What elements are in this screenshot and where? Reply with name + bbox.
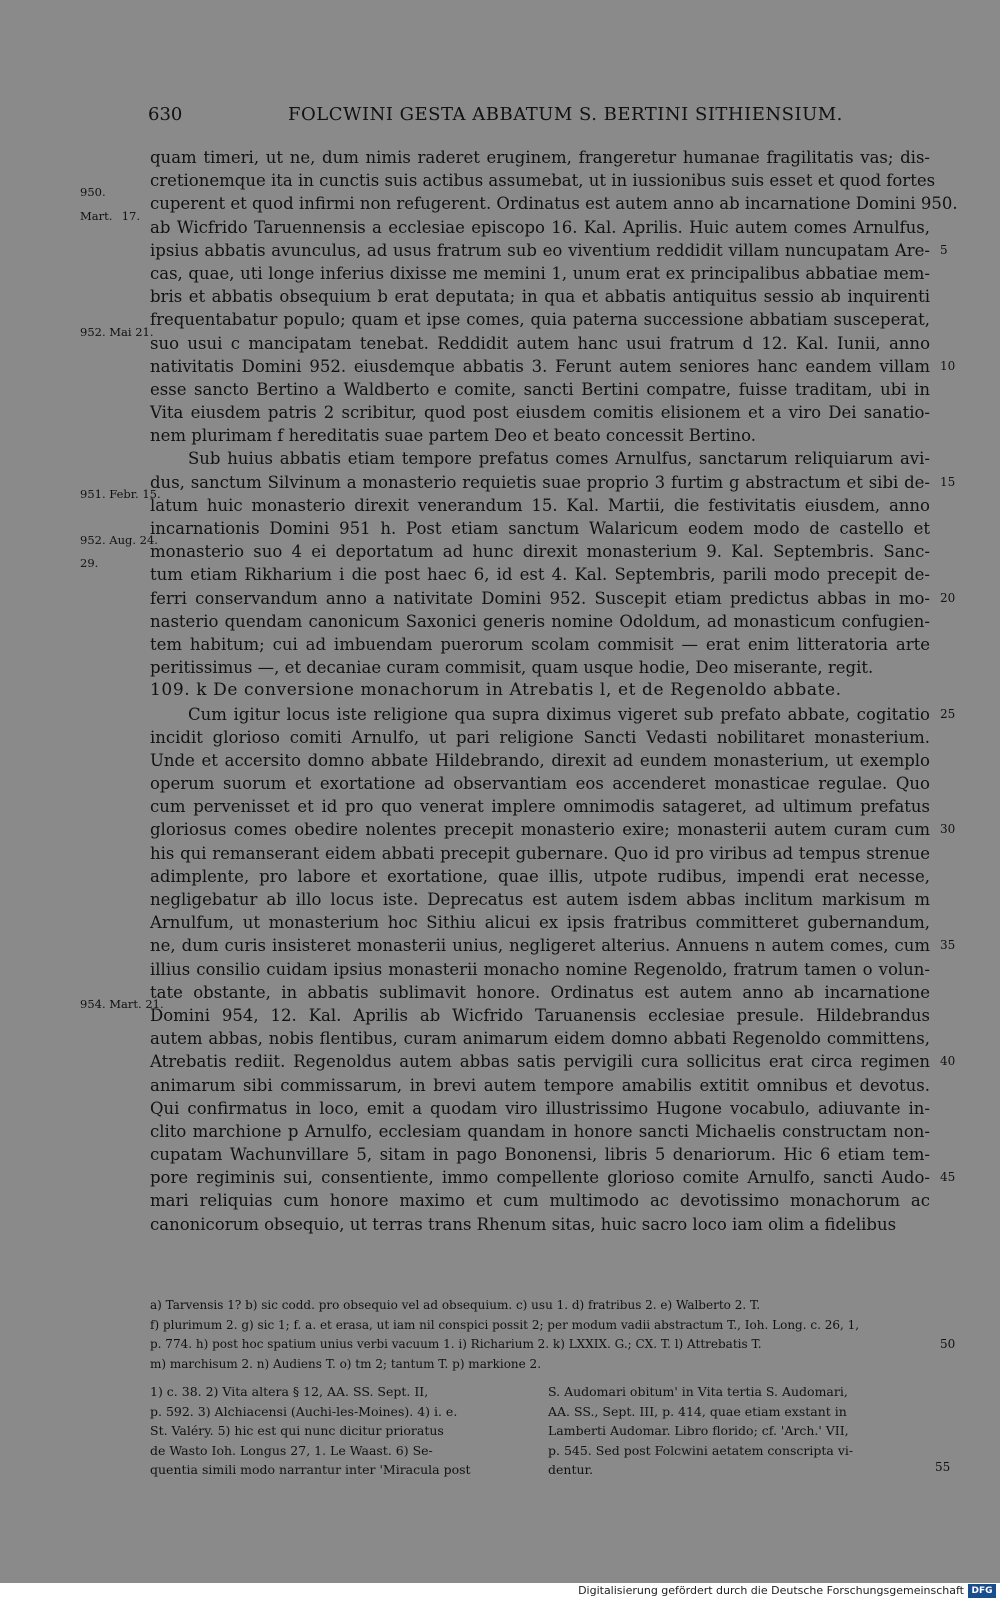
text-line bbox=[150, 888, 930, 911]
line-text: tum etiam Rikharium i die post haec 6, id est 4. Kal. Septembris, parili modo precepit de- bbox=[150, 565, 930, 585]
line-text: bris et abbatis obsequium b erat deputata; in qua et abbatis antiquitus sessio ab inquirenti bbox=[150, 287, 930, 307]
margin-date-note: 950. bbox=[80, 185, 106, 200]
note-line: Lamberti Audomar. Libro florido; cf. 'Arch.' VII, bbox=[548, 1423, 849, 1438]
digitization-bar bbox=[0, 1583, 1000, 1600]
line-text: adimplente, pro labore et exortatione, quae illis, utpote rudibus, impendi erat necesse, bbox=[150, 866, 930, 886]
line-text: animarum sibi commissarum, in brevi autem tempore amabilis extitit omnibus et devotus. bbox=[150, 1075, 930, 1095]
text-line bbox=[80, 556, 930, 586]
line-text: Unde et accersito domno abbate Hildebrando, direxit ad eundem monasterium, ut exemplo bbox=[150, 750, 930, 770]
line-text: incidit glorioso comiti Arnulfo, ut pari religione Sancti Vedasti nobilitaret monasterium. bbox=[150, 727, 930, 747]
text-line bbox=[150, 355, 956, 378]
apparatus-line bbox=[150, 1316, 930, 1336]
margin-date-note: Mart. 17. bbox=[80, 208, 140, 223]
text-line bbox=[150, 958, 930, 981]
line-text: Sub huius abbatis etiam tempore prefatus comes Arnulfus, sanctarum reliquiarum avi- bbox=[188, 449, 930, 469]
margin-date-note: 952. Mai 21. bbox=[80, 324, 154, 339]
note-line: AA. SS., Sept. III, p. 414, quae etiam exstant in bbox=[548, 1403, 847, 1419]
line-text: peritissimus —, et decaniae curam commisit, quam usque hodie, Deo miserante, regit. bbox=[150, 658, 874, 678]
note-line: dentur. bbox=[548, 1462, 594, 1477]
text-line bbox=[150, 401, 930, 424]
note-line: p. 545. Sed post Folcwini aetatem conscripta vi- bbox=[548, 1442, 854, 1458]
apparatus-line bbox=[150, 1355, 930, 1375]
text-line bbox=[150, 749, 930, 772]
apparatus-text: m) marchisum 2. n) Audiens T. o) tm 2; tantum T. p) markione 2. bbox=[150, 1356, 542, 1371]
text-line bbox=[150, 262, 930, 285]
note-line: de Wasto Ioh. Longus 27, 1. Le Waast. 6) Se- bbox=[150, 1442, 433, 1458]
apparatus-line bbox=[150, 1335, 956, 1355]
line-text: nativitatis Domini 952. eiusdemque abbatis 3. Ferunt autem seniores hanc eandem villam bbox=[150, 356, 930, 376]
text-line bbox=[150, 378, 930, 401]
apparatus-line bbox=[150, 1296, 930, 1316]
line-text: autem abbas, nobis flentibus, curam animarum eidem domno abbati Regenoldo committens, bbox=[150, 1029, 930, 1049]
margin-date-note: 952. Aug. 24. bbox=[80, 533, 158, 548]
line-number: 25 bbox=[940, 706, 956, 721]
line-text: Vita eiusdem patris 2 scribitur, quod post eiusdem comitis elisionem et a viro Dei sanatio- bbox=[150, 403, 930, 423]
notes-right-column bbox=[548, 1382, 923, 1480]
line-text: nasterio quendam canonicum Saxonici generis nomine Odoldum, ad monasticum confugien- bbox=[150, 611, 930, 631]
line-text: ne, dum curis insisteret monasterii unius, negligeret alterius. Annuens n autem comes, cum bbox=[150, 936, 930, 956]
note-line: quentia simili modo narrantur inter 'Miracula post bbox=[150, 1462, 471, 1477]
line-text: cas, quae, uti longe inferius dixisse me memini 1, unum erat ex principalibus abbatiae mem- bbox=[150, 263, 930, 283]
line-text: incarnationis Domini 951 h. Post etiam sanctum Walaricum eodem modo de castello et bbox=[150, 519, 930, 538]
line-text: esse sancto Bertino a Waldberto e comite, sancti Bertini compatre, fuisse traditam, ubi in bbox=[150, 379, 930, 399]
line-number: 35 bbox=[940, 938, 956, 953]
note-line: p. 592. 3) Alchiacensi (Auchi-les-Moines). 4) i. e. bbox=[150, 1403, 458, 1419]
line-text: 109. k De conversione monachorum in Atrebatis l, et de Regenoldo abbate. bbox=[150, 680, 842, 701]
margin-date-note: 954. Mart. 21. bbox=[80, 996, 164, 1011]
line-text: quam timeri, ut ne, dum nimis raderet eruginem, frangeretur humanae fragilitatis vas; dis- bbox=[150, 148, 930, 167]
line-text: tate obstante, in abbatis sublimavit honore. Ordinatus est autem anno ab incarnatione bbox=[150, 982, 930, 1002]
line-text: canonicorum obsequio, ut terras trans Rhenum sitas, huic sacro loco iam olim a fidelibus bbox=[150, 1214, 897, 1234]
main-text bbox=[80, 146, 958, 1236]
page-number: 630 bbox=[148, 104, 183, 125]
text-line bbox=[80, 533, 930, 563]
line-number: 40 bbox=[940, 1054, 956, 1069]
text-line bbox=[150, 1213, 930, 1236]
text-line bbox=[80, 996, 930, 1027]
text-line bbox=[150, 1074, 930, 1097]
chapter-heading bbox=[150, 679, 930, 702]
line-number: 10 bbox=[940, 358, 956, 373]
line-text: illius consilio cuidam ipsius monasterii monacho nomine Regenoldo, fratrum tamen o volun- bbox=[150, 959, 930, 979]
note-line: St. Valéry. 5) hic est qui nunc dicitur prioratus bbox=[150, 1423, 444, 1438]
line-text: mari reliquias cum honore maximo et cum multimodo ac devotissimo monachorum ac bbox=[150, 1191, 930, 1211]
text-line bbox=[150, 842, 930, 865]
text-line bbox=[150, 795, 930, 818]
text-line bbox=[150, 610, 930, 633]
text-line bbox=[150, 772, 930, 795]
text-line bbox=[150, 1143, 930, 1166]
running-head bbox=[148, 104, 928, 130]
text-line bbox=[150, 239, 948, 262]
note-line: S. Audomari obitum' in Vita tertia S. Audomari, bbox=[548, 1384, 848, 1399]
text-line bbox=[80, 486, 930, 517]
text-line bbox=[150, 1166, 956, 1189]
text-line bbox=[150, 285, 930, 308]
line-text: cupatam Wachunvillare 5, sitam in pago Bononensi, libris 5 denariorum. Hic 6 etiam tem- bbox=[150, 1145, 930, 1165]
line-number: 50 bbox=[940, 1337, 956, 1351]
text-line bbox=[150, 911, 930, 934]
margin-date-note: 29. bbox=[80, 556, 99, 571]
line-text: pore regiminis sui, consentiente, immo compellente glorioso comite Arnulfo, sancti Audo- bbox=[150, 1168, 930, 1188]
line-text: cum pervenisset et id pro quo venerat implere omnimodis satageret, ad ultimum prefatus bbox=[150, 797, 930, 817]
text-line bbox=[150, 517, 930, 540]
text-line bbox=[150, 1189, 930, 1212]
line-text: dus, sanctum Silvinum a monasterio requietis suae proprio 3 furtim g abstractum et sibi de- bbox=[150, 472, 930, 492]
text-line bbox=[150, 865, 930, 888]
line-text: cretionemque ita in cunctis suis actibus assumebat, ut in iussionibus suis esset et quod fortes bbox=[150, 171, 936, 191]
line-text: cuperent et quod infirmi non refugerent. Ordinatus est autem anno ab incarnatione Domini 950. bbox=[150, 194, 958, 214]
line-text: ipsius abbatis avunculus, ad usus fratrum sub eo viventium reddidit villam nuncupatam Are- bbox=[150, 240, 930, 260]
line-text: suo usui c mancipatam tenebat. Reddidit autem hanc usui fratrum d 12. Kal. Iunii, anno bbox=[150, 333, 930, 353]
line-text: Atrebatis rediit. Regenoldus autem abbas satis pervigili cura sollicitus erat circa regimen bbox=[150, 1052, 930, 1072]
line-text: gloriosus comes obedire nolentes precepit monasterio exire; monasterii autem curam cum bbox=[150, 820, 930, 840]
line-number: 20 bbox=[940, 590, 956, 605]
text-line bbox=[150, 169, 936, 192]
apparatus-text: p. 774. h) post hoc spatium unius verbi vacuum 1. i) Richarium 2. k) LXXIX. G.; CX. T. l) Attrebatis T. bbox=[150, 1337, 762, 1351]
margin-date-note: 951. Febr. 15. bbox=[80, 486, 161, 501]
text-line bbox=[150, 1027, 930, 1050]
line-text: ab Wicfrido Taruennensis a ecclesiae episcopo 16. Kal. Aprilis. Huic autem comes Arnulfus, bbox=[150, 217, 930, 237]
line-text: ferri conservandum anno a nativitate Domini 952. Suscepit etiam predictus abbas in mo- bbox=[150, 588, 930, 608]
line-text: Domini 954, 12. Kal. Aprilis ab Wicfrido Taruanensis ecclesiae presule. Hildebrandus bbox=[150, 1005, 930, 1025]
text-line bbox=[150, 633, 930, 656]
line-number: 30 bbox=[940, 822, 956, 837]
text-line bbox=[150, 703, 956, 726]
text-line bbox=[150, 146, 930, 169]
text-line bbox=[80, 185, 958, 215]
line-text: clito marchione p Arnulfo, ecclesiam quandam in honore sancti Michaelis constructam non- bbox=[150, 1121, 930, 1141]
line-text: tem habitum; cui ad imbuendam puerorum scolam commisit — erat enim litteratoria arte bbox=[150, 634, 930, 654]
funding-credit: Digitalisierung gefördert durch die Deutsche Forschungsgemeinschaft bbox=[578, 1584, 964, 1597]
text-line bbox=[150, 934, 956, 957]
apparatus-text: f) plurimum 2. g) sic 1; f. a. et erasa, ut iam nil conspici possit 2; per modum vadii abstractum T., Ioh. Long. c. 26, 1, bbox=[150, 1317, 860, 1332]
text-line bbox=[150, 981, 930, 1004]
text-line bbox=[150, 1120, 930, 1143]
text-line bbox=[150, 1097, 930, 1120]
text-line bbox=[150, 447, 930, 470]
line-text: Cum igitur locus iste religione qua supra diximus vigeret sub prefato abbate, cogitatio bbox=[188, 704, 930, 724]
text-line bbox=[150, 656, 930, 679]
line-text: operum suorum et exortatione ad observantiam eos accenderet monasticae regulae. Quo bbox=[150, 774, 930, 794]
running-title: FOLCWINI GESTA ABBATUM S. BERTINI SITHIENSIUM. bbox=[288, 104, 843, 125]
line-number: 45 bbox=[940, 1170, 956, 1185]
text-line bbox=[80, 324, 930, 355]
line-text: nem plurimam f hereditatis suae partem Deo et beato concessit Bertino. bbox=[150, 426, 757, 446]
dfg-logo: DFG bbox=[968, 1584, 996, 1598]
line-number: 15 bbox=[940, 474, 956, 489]
text-line bbox=[150, 1050, 956, 1073]
line-text: his qui remanserant eidem abbati precepit gubernare. Quo id pro viribus ad tempus strenue bbox=[150, 843, 930, 863]
line-number: 55 bbox=[935, 1460, 951, 1474]
line-text: negligebatur ab illo locus iste. Deprecatus est autem isdem abbas inclitum markisum m bbox=[150, 890, 930, 909]
text-line bbox=[150, 587, 956, 610]
text-line bbox=[150, 818, 956, 841]
critical-apparatus bbox=[150, 1296, 956, 1374]
text-line bbox=[150, 726, 930, 749]
text-line bbox=[150, 308, 930, 331]
text-line bbox=[80, 208, 930, 239]
line-number: 5 bbox=[940, 242, 948, 257]
line-text: latum huic monasterio direxit venerandum 15. Kal. Martii, die festivitatis eiusdem, anno bbox=[150, 495, 930, 515]
line-text: Arnulfum, ut monasterium hoc Sithiu alicui ex ipsis fratribus committeret gubernandum, bbox=[150, 913, 930, 933]
text-line bbox=[150, 424, 930, 447]
line-text: Qui confirmatus in loco, emit a quodam viro illustrissimo Hugone vocabulo, adiuvante in- bbox=[150, 1098, 930, 1118]
text-line bbox=[150, 471, 956, 494]
notes-left-column bbox=[150, 1382, 525, 1480]
line-text: monasterio suo 4 ei deportatum ad hunc direxit monasterium 9. Kal. Septembris. Sanc- bbox=[150, 542, 930, 562]
line-text: frequentabatur populo; quam et ipse comes, quia paterna successione abbatiam susceperat, bbox=[150, 310, 930, 330]
apparatus-text: a) Tarvensis 1? b) sic codd. pro obsequio vel ad obsequium. c) usu 1. d) fratribus 2. e) Walberto 2. T. bbox=[150, 1298, 761, 1312]
note-line: 1) c. 38. 2) Vita altera § 12, AA. SS. Sept. II, bbox=[150, 1384, 429, 1399]
